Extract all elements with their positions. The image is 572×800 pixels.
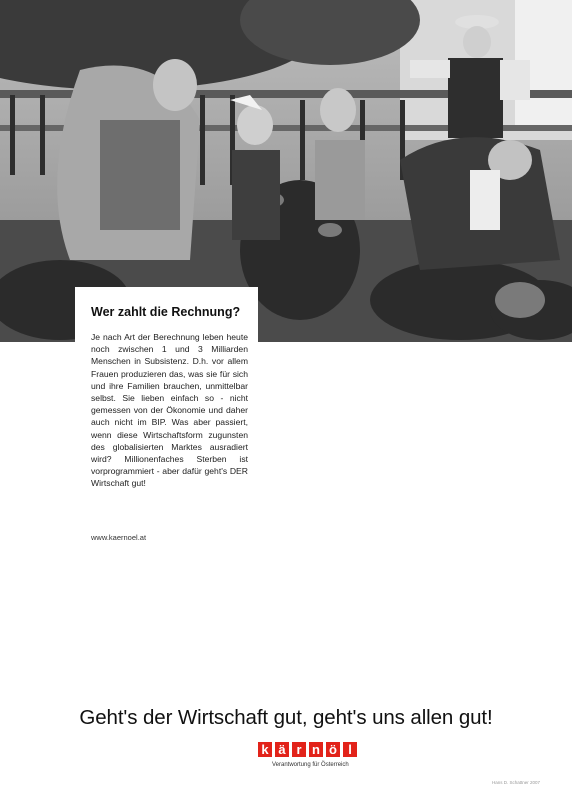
article-heading: Wer zahlt die Rechnung?	[91, 305, 241, 319]
slogan: Geht's der Wirtschaft gut, geht's uns allen gut!	[79, 706, 493, 729]
article-body: Je nach Art der Berechnung leben heute noch zwischen 1 und 3 Milliarden Menschen in Subsistenz. D.h. vor allem Frauen produzieren das, was sie für sich und ihre Familien brauchen, unmittelbar selbst. Sie lieben einfach so - nicht gemessen von der Ökonomie und daher auch nicht im BIP. Was aber passiert, wenn diese Wirtschaftsform zugunsten des globalisierten Marktes ausradiert wird? Millionenfaches Sterben ist vorprogrammiert - aber dafür geht's DER Wirtschaft gut!	[91, 332, 248, 489]
logo-letter: k	[258, 742, 272, 757]
logo-letter: n	[309, 742, 323, 757]
artist-credit: Hans D. Schattner 2007	[492, 780, 541, 785]
article-box	[75, 287, 258, 547]
logo-letter: ä	[275, 742, 289, 757]
logo-letter: ö	[326, 742, 340, 757]
logo-letter: r	[292, 742, 306, 757]
logo-tagline: Verantwortung für Österreich	[272, 762, 349, 768]
logo-letter: l	[343, 742, 357, 757]
website-link[interactable]: www.kaernoel.at	[91, 533, 147, 542]
kaernoel-logo	[258, 742, 357, 757]
